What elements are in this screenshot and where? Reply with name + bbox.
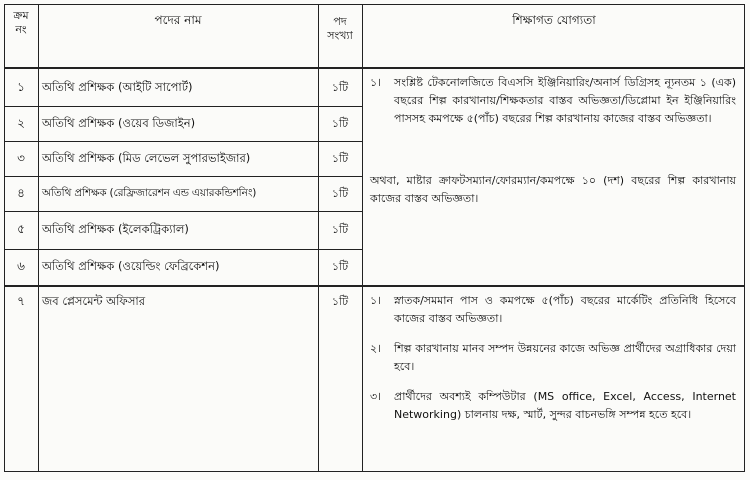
row-post-count: ১টি (331, 152, 349, 165)
row-serial: ৬ (17, 259, 25, 273)
row-divider (4, 176, 362, 177)
row-post-count: ১টি (331, 117, 349, 130)
row-divider (4, 285, 744, 287)
row-post-count: ১টি (331, 223, 349, 236)
row-post-name: অতিথি প্রশিক্ষক (রেফ্রিজারেশন এন্ড এয়ারকন্ডিশনিং) (42, 187, 257, 199)
table-border-top (4, 4, 744, 5)
header-post-count: পদ সংখ্যা (327, 15, 353, 42)
row-post-count: ১টি (331, 81, 349, 94)
row-post-name: জব প্লেসমেন্ট অফিসার (42, 294, 146, 308)
row-post-name: অতিথি প্রশিক্ষক (ওয়েল্ডিং ফেব্রিকেশন) (42, 259, 220, 273)
table-border-bottom (4, 471, 744, 472)
row-serial: ৫ (17, 222, 25, 236)
column-divider (38, 4, 39, 472)
qualification-item (370, 74, 736, 166)
row-post-count: ১টি (331, 187, 349, 200)
column-divider (362, 4, 363, 472)
row-serial: ৭ (17, 294, 25, 308)
qualification-text: প্রার্থীদের অবশ্যই কম্পিউটার (MS office, Excel, Access, Internet Networking) চালনায় দক্ষ, স্মার্ট, সুন্দর বাচনভঙ্গি সম্পন্ন হতে হবে। (394, 390, 736, 421)
qualification-marker: ৩। (370, 390, 382, 403)
qualification-text: স্নাতক/সমমান পাস ও কমপক্ষে ৫(পাঁচ) বছরের মার্কেটিং প্রতিনিধি হিসেবে কাজের বাস্তব অভিজ্ঞতা। (394, 294, 736, 325)
row-serial: ৩ (17, 151, 25, 165)
qualification-text: সংশ্লিষ্ট টেকনোলজিতে বিএসসি ইঞ্জিনিয়ারিং/অনার্স ডিগ্রিসহ ন্যূনতম ১ (এক) বছরের শিল্প কারখানায়/শিক্ষকতার বাস্তব অভিজ্ঞতা/ডিপ্লোমা ইন ইঞ্জিনিয়ারিং পাসসহ কমপক্ষে ৫(পাঁচ) বছরের শিল্প কারখানায় কাজের বাস্তব অভিজ্ঞতা। (394, 76, 736, 125)
header-qualification: শিক্ষাগত যোগ্যতা (512, 13, 596, 27)
row-post-name: অতিথি প্রশিক্ষক (মিড লেভেল সুপারভাইজার) (42, 151, 251, 165)
header-serial: ক্রম নং (13, 9, 29, 36)
row-divider (4, 106, 362, 107)
row-post-name: অতিথি প্রশিক্ষক (ইলেকট্রিক্যাল) (42, 222, 189, 236)
table-border-left (4, 4, 5, 472)
table-border-right (744, 4, 745, 472)
qualification-marker: ১। (370, 76, 382, 89)
header-divider (4, 67, 744, 69)
qualification-item (370, 292, 736, 330)
row-post-count: ১টি (331, 295, 349, 308)
row-serial: ১ (17, 80, 25, 94)
qualification-marker: ২। (370, 342, 382, 355)
qualification-item (370, 340, 736, 378)
row-post-name: অতিথি প্রশিক্ষক (আইটি সাপোর্ট) (42, 80, 193, 94)
qualification-item (370, 388, 736, 448)
header-post-name: পদের নাম (154, 13, 202, 27)
qualification-alternative: অথবা, মাষ্টার ক্রাফটসম্যান/ফোরম্যান/কমপক্ষে ১০ (দশ) বছরের শিল্প কারখানায় কাজের বাস্তব অভিজ্ঞতা। (370, 174, 736, 205)
row-post-count: ১টি (331, 260, 349, 273)
column-divider (318, 4, 319, 472)
row-divider (4, 249, 362, 250)
row-divider (4, 211, 362, 212)
row-divider (4, 141, 362, 142)
qualification-marker: ১। (370, 294, 382, 307)
row-post-name: অতিথি প্রশিক্ষক (ওয়েব ডিজাইন) (42, 116, 196, 130)
row-serial: ৪ (17, 186, 25, 200)
row-serial: ২ (17, 116, 25, 130)
qualification-text: শিল্প কারখানায় মানব সম্পদ উন্নয়নের কাজে অভিজ্ঞ প্রার্থীদের অগ্রাধিকার দেয়া হবে। (394, 342, 736, 373)
